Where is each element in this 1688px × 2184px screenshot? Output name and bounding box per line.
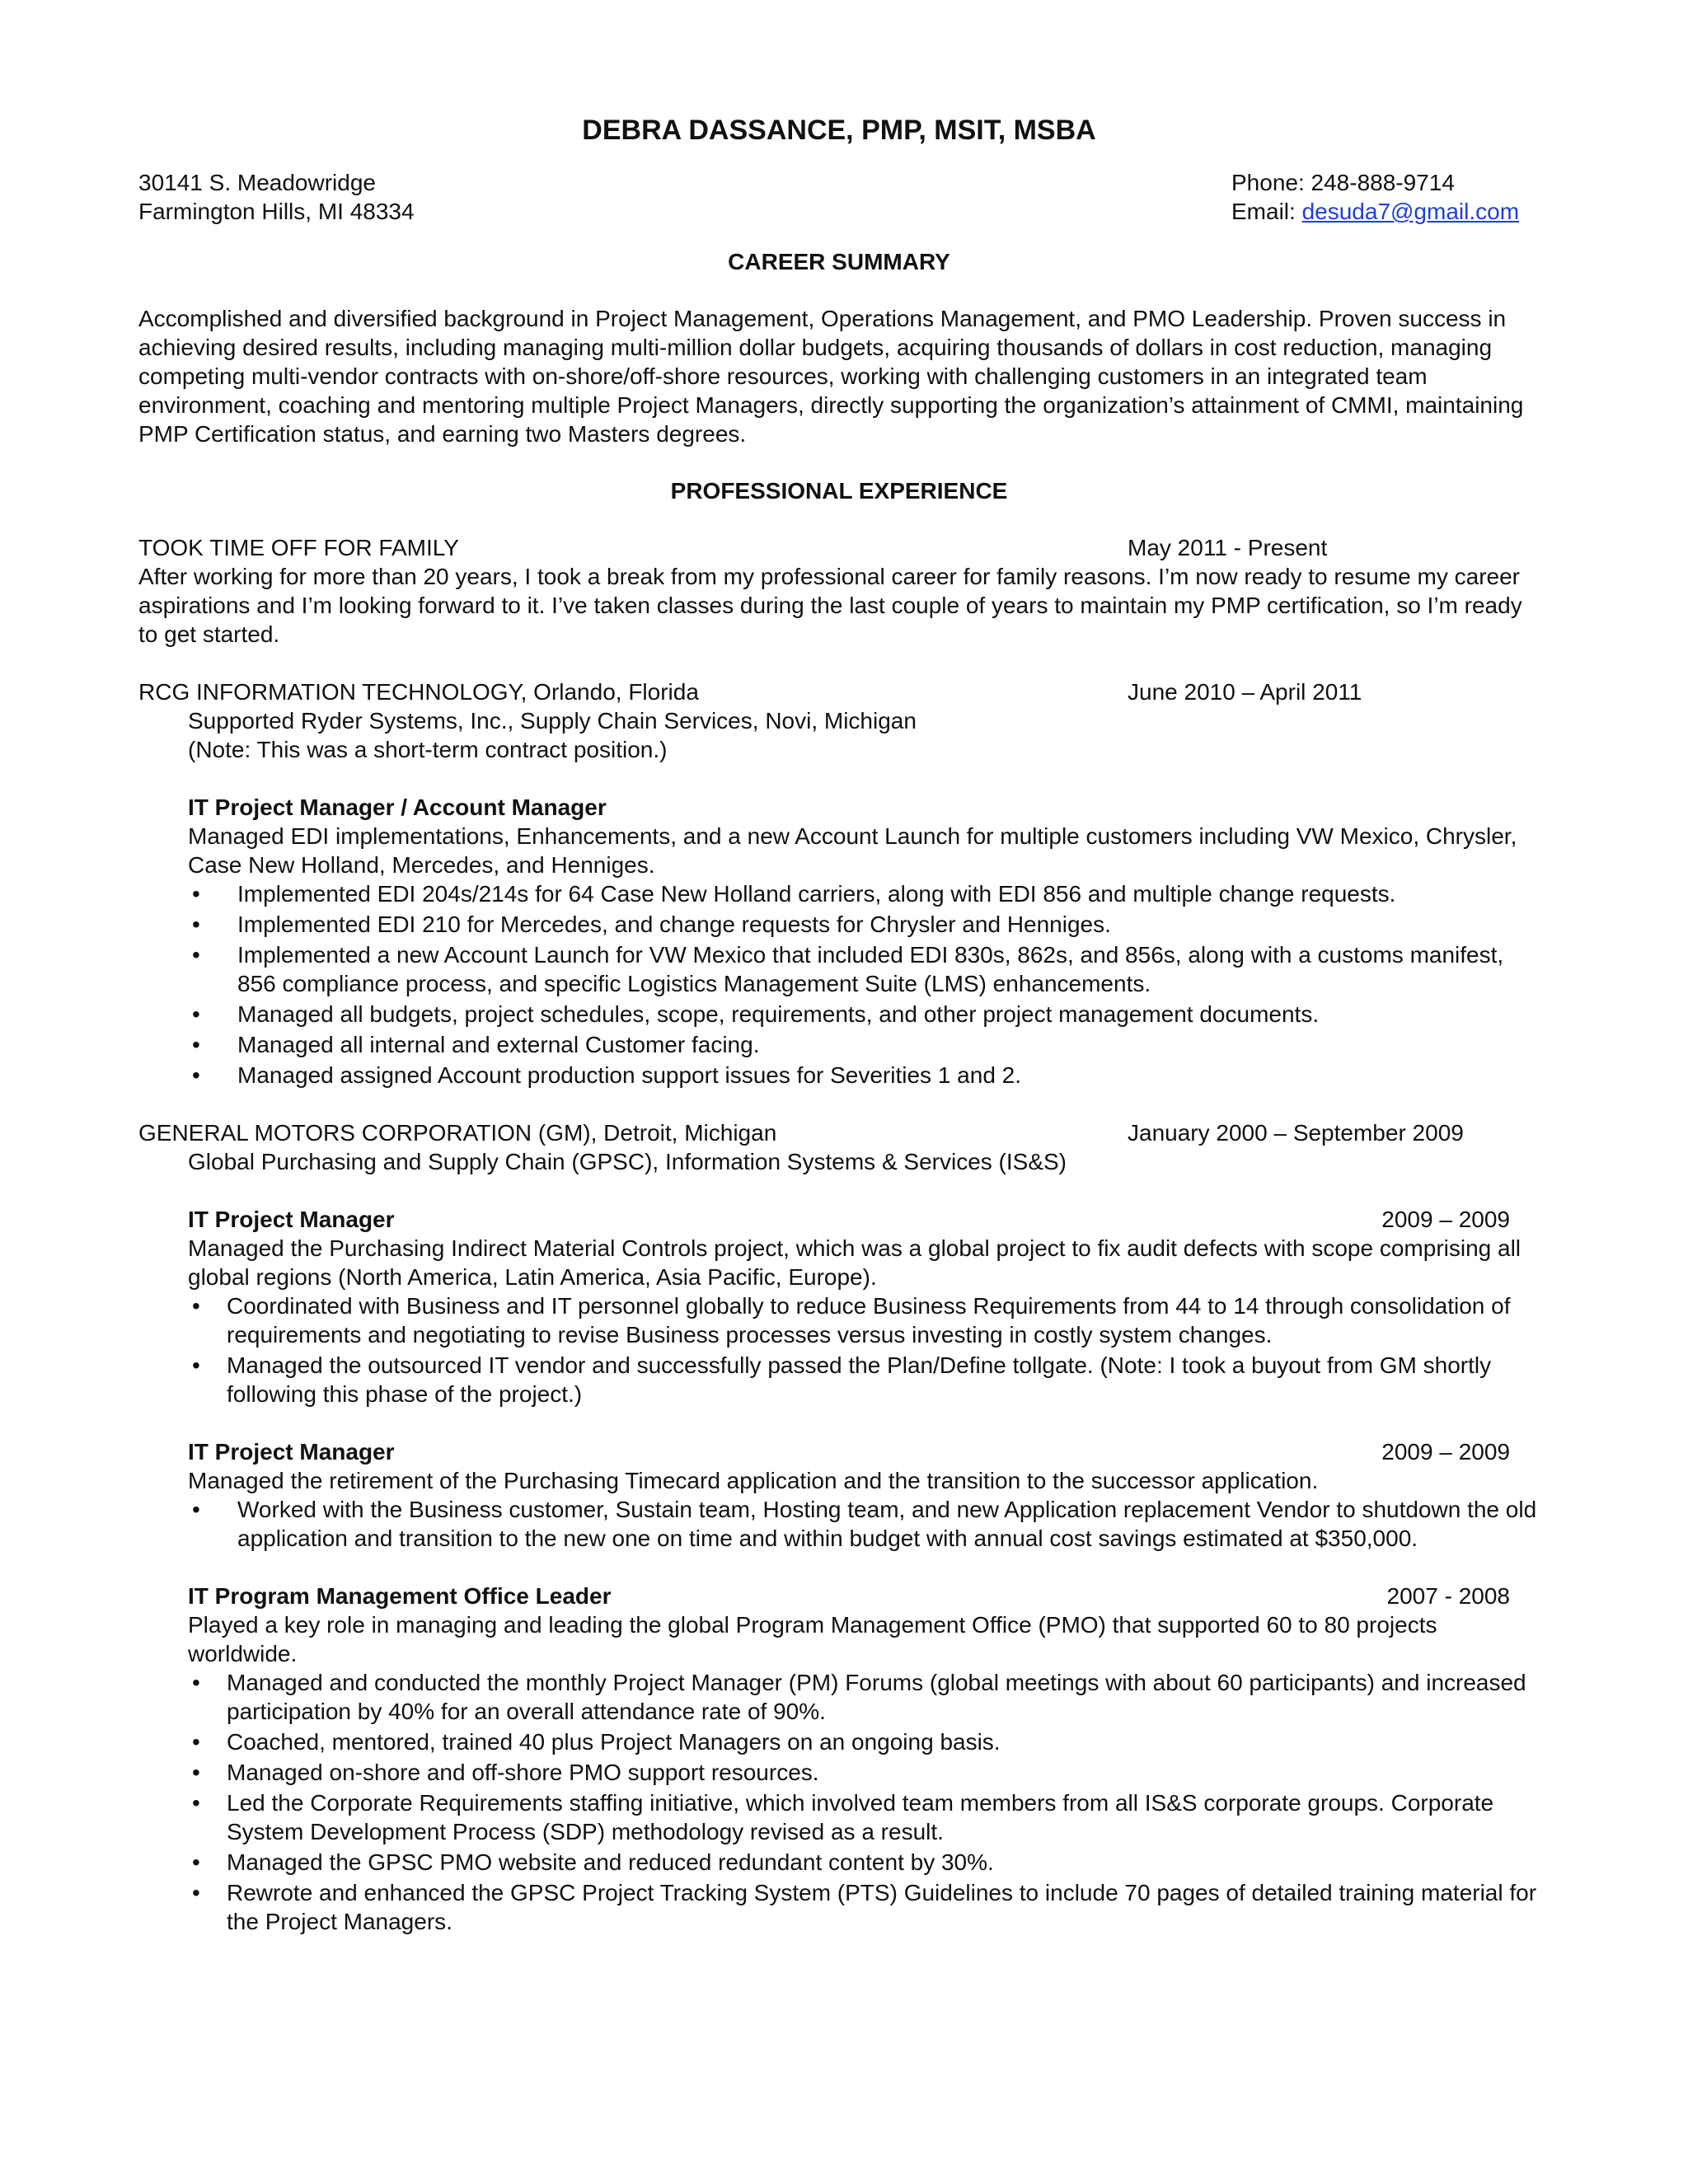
job-roles-block	[138, 1147, 1540, 1936]
list-item: • Led the Corporate Requirements staffing initiative, which involved team members from all IS&S corporate groups. Corporate System Development Process (SDP) methodology revised as a result.	[188, 1788, 1540, 1846]
job-client: Supported Ryder Systems, Inc., Supply Chain Services, Novi, Michigan	[188, 708, 917, 733]
list-item: • Implemented EDI 210 for Mercedes, and change requests for Chrysler and Henniges.	[188, 910, 1540, 939]
list-item: • Managed and conducted the monthly Project Manager (PM) Forums (global meetings with about 60 participants) and increased participation by 40% for an overall attendance rate of 90%.	[188, 1668, 1540, 1726]
role-bullet-list	[188, 1495, 1540, 1553]
phone-label: Phone:	[1231, 170, 1305, 195]
role-title: IT Project Manager / Account Manager	[188, 794, 607, 820]
list-item: • Worked with the Business customer, Sustain team, Hosting team, and new Application replacement Vendor to shutdown the old application and transition to the new one on time and within budget with annual cost savings estimated at $350,000.	[188, 1495, 1540, 1553]
list-item: • Managed the outsourced IT vendor and successfully passed the Plan/Define tollgate. (Note: I took a buyout from GM shortly following this phase of the project.)	[188, 1351, 1540, 1408]
list-item: • Managed assigned Account production support issues for Severities 1 and 2.	[188, 1061, 1540, 1090]
role-header	[188, 1205, 1540, 1234]
role-title: IT Project Manager	[188, 1439, 395, 1465]
email-line	[1231, 197, 1540, 226]
phone-email-block	[1231, 168, 1540, 226]
job-company: RCG INFORMATION TECHNOLOGY, Orlando, Florida	[138, 679, 699, 705]
job-header	[138, 533, 1540, 562]
list-item: • Coached, mentored, trained 40 plus Project Managers on an ongoing basis.	[188, 1727, 1540, 1756]
role-dates: 2009 – 2009	[1381, 1207, 1510, 1232]
role-header	[188, 1582, 1540, 1610]
job-dates: January 2000 – September 2009	[1128, 1120, 1464, 1146]
address-line-2: Farmington Hills, MI 48334	[138, 199, 415, 224]
role-bullet-list	[188, 1291, 1540, 1408]
role-gm-1	[188, 1205, 1540, 1408]
job-client-block	[138, 706, 1540, 1090]
professional-experience-title: PROFESSIONAL EXPERIENCE	[670, 478, 1008, 504]
job-dates: June 2010 – April 2011	[1128, 679, 1362, 705]
role-header	[188, 1437, 1540, 1466]
role-header	[188, 793, 1540, 822]
role-bullet-list	[188, 879, 1540, 1090]
list-item: • Implemented a new Account Launch for VW Mexico that included EDI 830s, 862s, and 856s, along with a customs manifest, 856 compliance process, and specific Logistics Management Suite (LMS) enhancements.	[188, 940, 1540, 998]
role-bullet-list	[188, 1668, 1540, 1936]
role-description: Managed the Purchasing Indirect Material Controls project, which was a global project to fix audit defects with scope comprising all global regions (North America, Latin America, Asia Pacific, Europe).	[188, 1235, 1522, 1290]
candidate-name: DEBRA DASSANCE, PMP, MSIT, MSBA	[582, 115, 1096, 146]
role-description: Played a key role in managing and leading the global Program Management Office (PMO) that supported 60 to 80 projects worldwide.	[188, 1612, 1437, 1666]
email-label: Email:	[1231, 199, 1296, 224]
job-description: After working for more than 20 years, I took a break from my professional career for family reasons. I’m now ready to resume my career aspirations and I’m looking forward to it. I’ve taken classes during the last couple of years to maintain my PMP certification, so I’m ready to get started.	[138, 564, 1522, 647]
job-company: TOOK TIME OFF FOR FAMILY	[138, 535, 459, 560]
contact-block	[138, 168, 1540, 226]
role-gm-2	[188, 1437, 1540, 1553]
phone-line	[1231, 168, 1540, 197]
job-note: (Note: This was a short-term contract position.)	[188, 737, 668, 762]
job-rcg	[138, 677, 1540, 1090]
career-summary-text: Accomplished and diversified background in Project Management, Operations Management, and PMO Leadership. Proven success in achieving desired results, including managing multi-million dollar budgets, acquiring thousands of dollars in cost reduction, managing competing multi-vendor contracts with on-shore/off-shore resources, working with challenging customers in an integrated team environment, coaching and mentoring multiple Project Managers, directly supporting the organization’s attainment of CMMI, maintaining PMP Certification status, and earning two Masters degrees.	[138, 306, 1524, 447]
role-title: IT Program Management Office Leader	[188, 1583, 612, 1609]
list-item: • Managed all budgets, project schedules, scope, requirements, and other project management documents.	[188, 1000, 1540, 1029]
list-item: • Coordinated with Business and IT personnel globally to reduce Business Requirements from 44 to 14 through consolidation of requirements and negotiating to revise Business processes versus investing in costly system changes.	[188, 1291, 1540, 1349]
job-header	[138, 677, 1540, 706]
phone-number: 248-888-9714	[1311, 170, 1455, 195]
job-family-break	[138, 533, 1540, 649]
address-line-1: 30141 S. Meadowridge	[138, 170, 376, 195]
resume-content	[138, 114, 1540, 1965]
role-dates: 2007 - 2008	[1386, 1583, 1510, 1609]
job-gm	[138, 1118, 1540, 1936]
email-link[interactable]: desuda7@gmail.com	[1301, 199, 1520, 224]
list-item: • Managed on-shore and off-shore PMO support resources.	[188, 1758, 1540, 1787]
job-company: GENERAL MOTORS CORPORATION (GM), Detroit, Michigan	[138, 1120, 777, 1146]
role-gm-3	[188, 1582, 1540, 1936]
role-dates: 2009 – 2009	[1381, 1439, 1510, 1465]
job-dates: May 2011 - Present	[1128, 535, 1328, 560]
address-block	[138, 168, 415, 226]
list-item: • Implemented EDI 204s/214s for 64 Case New Holland carriers, along with EDI 856 and multiple change requests.	[188, 879, 1540, 908]
role-description: Managed the retirement of the Purchasing Timecard application and the transition to the successor application.	[188, 1468, 1319, 1493]
list-item: • Managed all internal and external Customer facing.	[188, 1030, 1540, 1059]
list-item: • Managed the GPSC PMO website and reduced redundant content by 30%.	[188, 1848, 1540, 1877]
role-description: Managed EDI implementations, Enhancements, and a new Account Launch for multiple customers including VW Mexico, Chrysler, Case New Holland, Mercedes, and Henniges.	[188, 823, 1517, 878]
job-header	[138, 1118, 1540, 1147]
role-title: IT Project Manager	[188, 1207, 395, 1232]
career-summary-title: CAREER SUMMARY	[728, 249, 950, 274]
list-item: • Rewrote and enhanced the GPSC Project Tracking System (PTS) Guidelines to include 70 pages of detailed training material for the Project Managers.	[188, 1878, 1540, 1936]
job-division: Global Purchasing and Supply Chain (GPSC), Information Systems & Services (IS&S)	[188, 1149, 1067, 1174]
